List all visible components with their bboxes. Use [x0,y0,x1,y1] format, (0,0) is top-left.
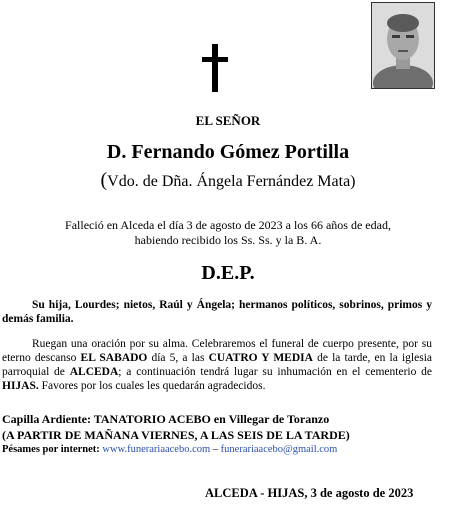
funeral-paragraph [2,337,432,393]
chapel-hours-line: (A PARTIR DE MAÑANA VIERNES, A LAS SEIS DE LA TARDE) [2,428,350,442]
footer-place-date: ALCEDA - HIJAS, 3 de agosto de 2023 [205,486,414,500]
condolences-label: Pésames por internet: [2,444,100,455]
funeral-time: CUATRO Y MEDIA [208,352,313,364]
funeral-text-1: Ruegan una oración por su alma. Celebraremos el funeral de cuerpo presente, por su eterno descanso [2,338,432,364]
death-notice [0,218,456,248]
family-paragraph: Su hija, Lourdes; nietos, Raúl y Ángela; hermanos políticos, sobrinos, primos y demás familia. [2,299,432,325]
title-line: EL SEÑOR [195,113,261,128]
funeral-place: ALCEDA [69,366,119,378]
condolences-line [2,443,432,457]
dep-heading: D.E.P. [201,262,255,284]
email-link[interactable]: funerariaacebo@gmail.com [220,444,338,455]
funeral-text-2: día 5, a las [147,352,209,364]
portrait-image [372,3,434,88]
deceased-portrait [371,2,435,89]
funeral-day: EL SABADO [80,352,148,364]
widow-open-paren: ( [100,169,108,191]
funeral-text-3: de la tarde, en la iglesia parroquial de [2,352,433,378]
funeral-text-5: Favores por los cuales les quedarán agradecidos. [38,380,266,392]
link-separator: – [210,444,221,455]
widow-text: Vdo. de Dña. Ángela Fernández Mata) [107,173,356,190]
burial-place: HIJAS. [2,380,39,392]
death-notice-line-1: Falleció en Alceda el día 3 de agosto de 2023 a los 66 años de edad, [65,218,391,232]
website-link[interactable]: www.funerariaacebo.com [102,444,211,455]
widow-line [0,169,456,192]
death-notice-line-2: habiendo recibido los Ss. Ss. y la B. A. [134,233,322,247]
funeral-text-4: ; a continuación tendrá lugar su inhumación en el cementerio de [118,366,432,378]
chapel-line: Capilla Ardiente: TANATORIO ACEBO en Villegar de Toranzo [2,412,330,426]
latin-cross-icon [200,44,230,92]
deceased-name: D. Fernando Gómez Portilla [106,141,350,163]
